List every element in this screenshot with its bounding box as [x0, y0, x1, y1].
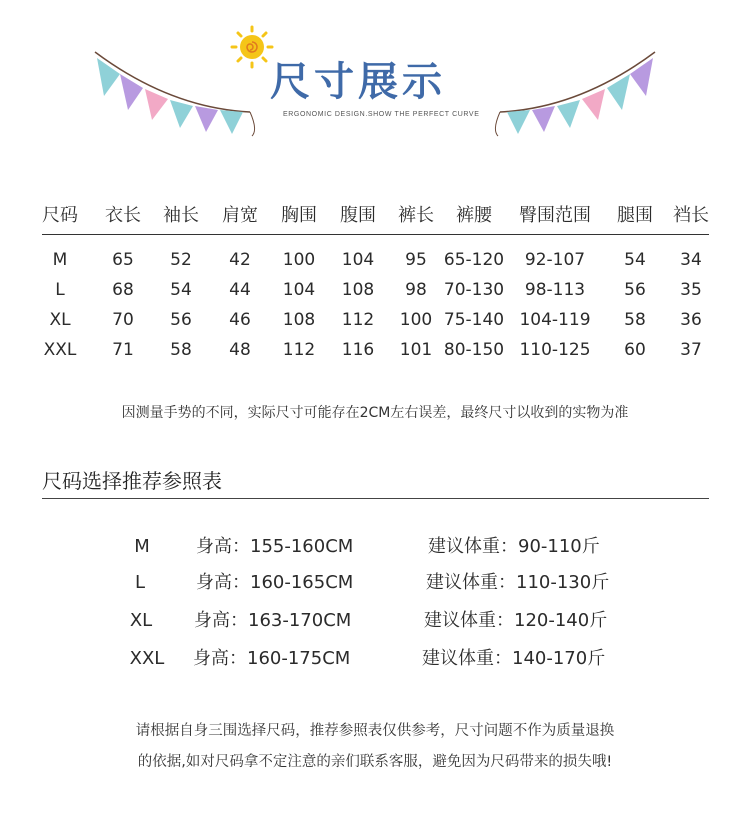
column-header: 胸围	[281, 205, 317, 226]
reference-height: 身高：155-160CM	[196, 536, 354, 557]
table-cell: 44	[229, 280, 251, 300]
reference-size: L	[134, 572, 146, 593]
table-cell: 92-107	[524, 250, 586, 270]
flag-icon	[607, 74, 630, 110]
table-cell: 100	[282, 250, 316, 270]
table-cell: M	[52, 250, 68, 270]
column-header: 裤长	[398, 205, 434, 226]
table-cell: 48	[229, 340, 251, 360]
table-row	[42, 245, 709, 275]
column-header: 袖长	[163, 205, 199, 226]
table-cell: 104-119	[519, 310, 591, 330]
table-cell: 112	[282, 340, 316, 360]
table-cell: 70	[112, 310, 134, 330]
measurement-note: 因测量手势的不同，实际尺寸可能存在2CM左右误差，最终尺寸以收到的实物为准	[121, 405, 629, 421]
table-cell: 58	[170, 340, 192, 360]
table-cell: 52	[170, 250, 192, 270]
reference-size: XXL	[129, 648, 165, 669]
column-header: 尺码	[42, 205, 78, 226]
table-cell: 80-150	[443, 340, 505, 360]
table-cell: 42	[229, 250, 251, 270]
table-row	[42, 305, 709, 335]
page-subtitle: ERGONOMIC DESIGN.SHOW THE PERFECT CURVE	[283, 111, 480, 118]
flag-icon	[120, 74, 143, 110]
table-cell: 110-125	[519, 340, 591, 360]
table-cell: 116	[341, 340, 375, 360]
size-table	[42, 198, 709, 365]
table-cell: 34	[680, 250, 702, 270]
table-cell: 71	[112, 340, 134, 360]
footer-line: 的依据,如对尺码拿不定注意的亲们联系客服，避免因为尺码带来的损失哦!	[137, 754, 613, 770]
table-cell: 35	[680, 280, 702, 300]
table-cell: 65	[112, 250, 134, 270]
flag-icon	[630, 58, 653, 96]
column-header: 腹围	[340, 205, 376, 226]
column-header: 裆长	[673, 205, 709, 226]
footer-line: 请根据自身三围选择尺码，推荐参照表仅供参考，尺寸问题不作为质量退换	[135, 723, 615, 739]
table-cell: 112	[341, 310, 375, 330]
reference-size: XL	[129, 610, 153, 631]
flag-icon	[532, 106, 555, 132]
column-header: 臀围范围	[519, 205, 591, 226]
column-header: 肩宽	[222, 205, 258, 226]
table-cell: L	[55, 280, 65, 300]
table-cell: 108	[341, 280, 375, 300]
column-header: 衣长	[105, 205, 141, 226]
flag-icon	[582, 89, 605, 120]
table-cell: 70-130	[443, 280, 505, 300]
table-cell: 68	[112, 280, 134, 300]
table-cell: 60	[624, 340, 646, 360]
table-cell: 56	[624, 280, 646, 300]
reference-row	[0, 568, 750, 598]
section-title: 尺码选择推荐参照表	[42, 469, 222, 493]
reference-height: 身高：160-175CM	[193, 648, 351, 669]
table-cell: 100	[399, 310, 433, 330]
table-cell: 104	[341, 250, 375, 270]
table-cell: 95	[405, 250, 427, 270]
flag-icon	[145, 89, 168, 120]
reference-row	[0, 606, 750, 636]
column-header: 腿围	[617, 205, 653, 226]
table-row	[42, 335, 709, 365]
table-cell: 54	[170, 280, 192, 300]
reference-row	[0, 532, 750, 562]
reference-weight: 建议体重：110-130斤	[426, 572, 610, 593]
flag-icon	[507, 110, 530, 134]
table-cell: XL	[49, 310, 71, 330]
flag-icon	[557, 100, 580, 128]
reference-weight: 建议体重：140-170斤	[422, 648, 606, 669]
table-cell: 98	[405, 280, 427, 300]
table-cell: 46	[229, 310, 251, 330]
reference-height: 身高：163-170CM	[194, 610, 352, 631]
table-cell: 104	[282, 280, 316, 300]
table-cell: 101	[399, 340, 433, 360]
table-cell: 56	[170, 310, 192, 330]
table-cell: 37	[680, 340, 702, 360]
reference-weight: 建议体重：120-140斤	[424, 610, 608, 631]
table-cell: 36	[680, 310, 702, 330]
table-header-row	[42, 198, 709, 235]
table-cell: 98-113	[524, 280, 586, 300]
table-cell: 58	[624, 310, 646, 330]
reference-size: M	[134, 536, 150, 557]
flag-icon	[195, 106, 218, 132]
reference-row	[0, 644, 750, 674]
divider	[42, 498, 709, 499]
flag-icon	[170, 100, 193, 128]
table-row	[42, 275, 709, 305]
table-cell: XXL	[43, 340, 77, 360]
flag-icon	[97, 58, 120, 96]
column-header: 裤腰	[456, 205, 492, 226]
flag-icon	[220, 110, 243, 134]
page-title: 尺寸展示	[270, 59, 446, 105]
sun-icon	[232, 27, 272, 67]
table-cell: 65-120	[443, 250, 505, 270]
reference-height: 身高：160-165CM	[196, 572, 354, 593]
table-cell: 108	[282, 310, 316, 330]
table-cell: 75-140	[443, 310, 505, 330]
table-cell: 54	[624, 250, 646, 270]
reference-weight: 建议体重：90-110斤	[428, 536, 600, 557]
